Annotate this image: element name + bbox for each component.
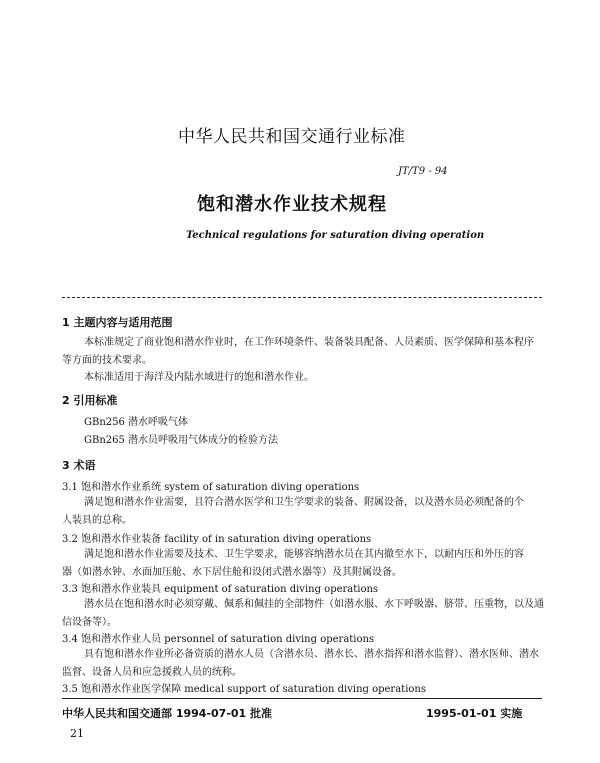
term-3-3-heading: 3.3 饱和潜水作业装具 equipment of saturation diving operations bbox=[62, 584, 379, 595]
term-3-4-text: 监督、设备人员和应急援救人员的统称。 bbox=[62, 667, 242, 678]
standard-title: 中华人民共和国交通行业标准 bbox=[178, 127, 406, 147]
reference-item: GBn256 潜水呼吸气体 bbox=[84, 417, 189, 428]
bottom-rule bbox=[62, 698, 542, 699]
issuer-line: 中华人民共和国交通部 1994-07-01 批准 bbox=[62, 707, 273, 720]
section-3-heading: 3 术语 bbox=[62, 459, 96, 472]
term-3-1-heading: 3.1 饱和潜水作业系统 system of saturation diving operations bbox=[62, 482, 360, 493]
section-1-heading: 1 主题内容与适用范围 bbox=[62, 316, 173, 329]
section-1-paragraph-line: 本标准规定了商业饱和潜水作业时，在工作环境条件、装备装具配备、人员素质、医学保障和基本程序 bbox=[84, 337, 534, 348]
term-3-2-text: 器（如潜水钟、水面加压舱、水下居住舱和设闭式潜水器等）及其附属设备。 bbox=[62, 567, 402, 578]
term-3-1-text: 人装具的总称。 bbox=[62, 515, 132, 526]
term-3-4-heading: 3.4 饱和潜水作业人员 personnel of saturation diving operations bbox=[62, 634, 375, 645]
top-rule bbox=[62, 297, 542, 298]
document-title: 饱和潜水作业技术规程 bbox=[197, 194, 387, 215]
section-1-paragraph-line: 等方面的技术要求。 bbox=[62, 355, 152, 366]
page-number: 21 bbox=[70, 727, 84, 740]
term-3-1-text: 满足饱和潜水作业需要，且符合潜水医学和卫生学要求的装备、附属设备，以及潜水员必须配备的个 bbox=[84, 497, 524, 508]
effective-date: 1995-01-01 实施 bbox=[426, 707, 523, 720]
standard-code: JT/T9 - 94 bbox=[398, 166, 448, 177]
reference-item: GBn265 潜水员呼吸用气体成分的检验方法 bbox=[84, 435, 279, 446]
term-3-2-heading: 3.2 饱和潜水作业装备 facility of in saturation diving operations bbox=[62, 534, 372, 545]
english-title: Technical regulations for saturation diving operation bbox=[186, 230, 485, 241]
term-3-4-text: 具有饱和潜水作业所必备资质的潜水人员（含潜水员、潜水长、潜水指挥和潜水监督）、潜水医师、潜水 bbox=[84, 649, 539, 660]
term-3-2-text: 满足饱和潜水作业需要及技术、卫生学要求，能够容纳潜水员在其内撤至水下，以耐内压和外压的容 bbox=[84, 549, 524, 560]
section-2-heading: 2 引用标准 bbox=[62, 394, 118, 407]
term-3-3-text: 潜水员在饱和潜水时必须穿戴、佩系和佩挂的全部物件（如潜水服、水下呼吸器、脐带、压重物，以及通 bbox=[84, 599, 544, 610]
term-3-3-text: 信设备等）。 bbox=[62, 617, 117, 628]
term-3-5-heading: 3.5 饱和潜水作业医学保障 medical support of saturation diving operations bbox=[62, 684, 426, 695]
section-1-paragraph: 本标准适用于海洋及内陆水域进行的饱和潜水作业。 bbox=[84, 372, 314, 383]
